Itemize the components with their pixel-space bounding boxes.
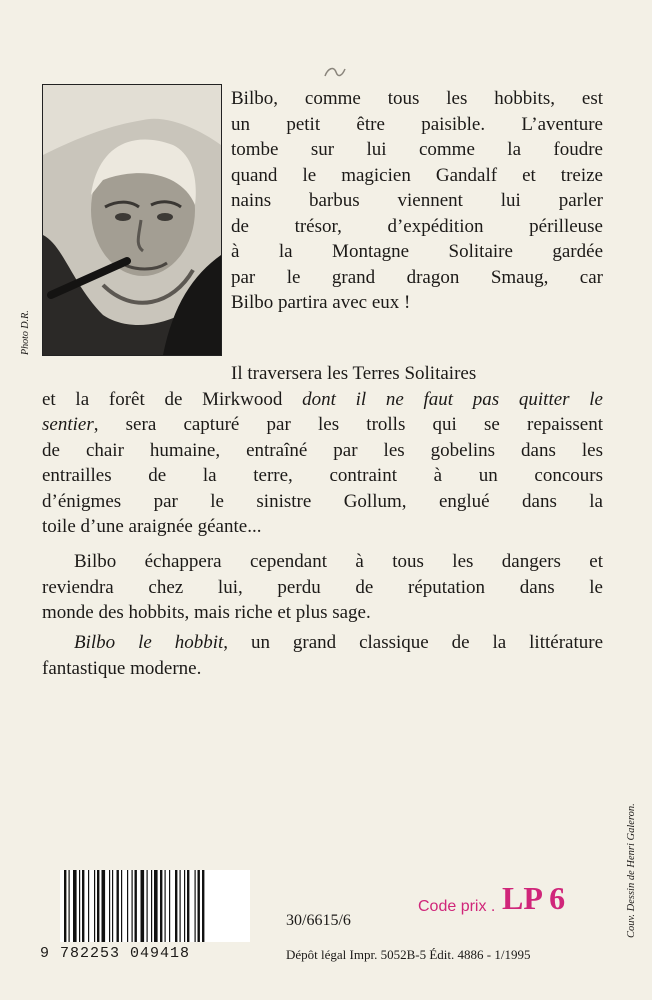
- barcode: [60, 870, 250, 942]
- blurb-line: [42, 412, 603, 438]
- price-code-label: Code prix .: [418, 898, 496, 915]
- blurb-paragraph-3: [42, 549, 603, 626]
- blurb-text: , un grand classique de la littérature: [223, 632, 603, 653]
- barcode-digits: 9 782253 049418: [40, 945, 191, 962]
- blurb-line: entrailles de la terre, contraint à un concours: [42, 465, 603, 486]
- cover-illustration-credit: Couv. Dessin de Henri Galeron.: [626, 803, 637, 938]
- blurb-text: , sera capturé par les trolls qui se repaissent: [93, 414, 603, 435]
- blurb-line: [42, 630, 603, 656]
- blurb-line: Bilbo, comme tous les hobbits, est: [231, 88, 603, 109]
- blurb-line: tombe sur lui comme la foudre: [231, 139, 603, 160]
- blurb-line: d’énigmes par le sinistre Gollum, englué dans la: [42, 490, 603, 512]
- blurb-line: de trésor, d’expédition périlleuse: [231, 215, 603, 237]
- author-photo: [42, 84, 222, 356]
- blurb-line: par le grand dragon Smaug, car: [231, 266, 603, 288]
- book-title-italic: Bilbo le hobbit: [74, 632, 224, 653]
- blurb-line: toile d’une araignée géante...: [42, 516, 262, 537]
- pencil-mark: [322, 64, 348, 85]
- blurb-line: [42, 387, 603, 413]
- blurb-line: quand le magicien Gandalf et treize: [231, 164, 603, 186]
- blurb-line: monde des hobbits, mais riche et plus sage.: [42, 602, 371, 623]
- blurb-line: Bilbo échappera cependant à tous les dangers et: [74, 551, 603, 572]
- blurb-paragraph-2: [42, 361, 603, 540]
- blurb-paragraph-4: [42, 630, 603, 681]
- blurb-line: un petit être paisible. L’aventure: [231, 113, 603, 135]
- photo-credit: Photo D.R.: [20, 310, 31, 355]
- price-code-value: LP 6: [502, 880, 566, 916]
- blurb-line: Bilbo partira avec eux !: [231, 292, 411, 313]
- blurb-text: et la forêt de Mirkwood: [42, 388, 303, 410]
- blurb-line: de chair humaine, entraîné par les gobelins dans les: [42, 439, 603, 461]
- blurb-line: nains barbus viennent lui parler: [231, 190, 603, 211]
- blurb-line: reviendra chez lui, perdu de réputation dans le: [42, 576, 603, 598]
- blurb-italic: dont il ne faut pas quitter le: [302, 388, 603, 410]
- blurb-line: à la Montagne Solitaire gardée: [231, 241, 603, 262]
- catalog-number: 30/6615/6: [286, 912, 351, 929]
- blurb-line: fantastique moderne.: [42, 657, 202, 679]
- blurb-italic: sentier: [42, 414, 94, 435]
- blurb-paragraph-1: [231, 86, 603, 316]
- legal-deposit: Dépôt légal Impr. 5052B-5 Édit. 4886 - 1/1995: [286, 947, 531, 962]
- blurb-line: Il traversera les Terres Solitaires: [231, 363, 477, 384]
